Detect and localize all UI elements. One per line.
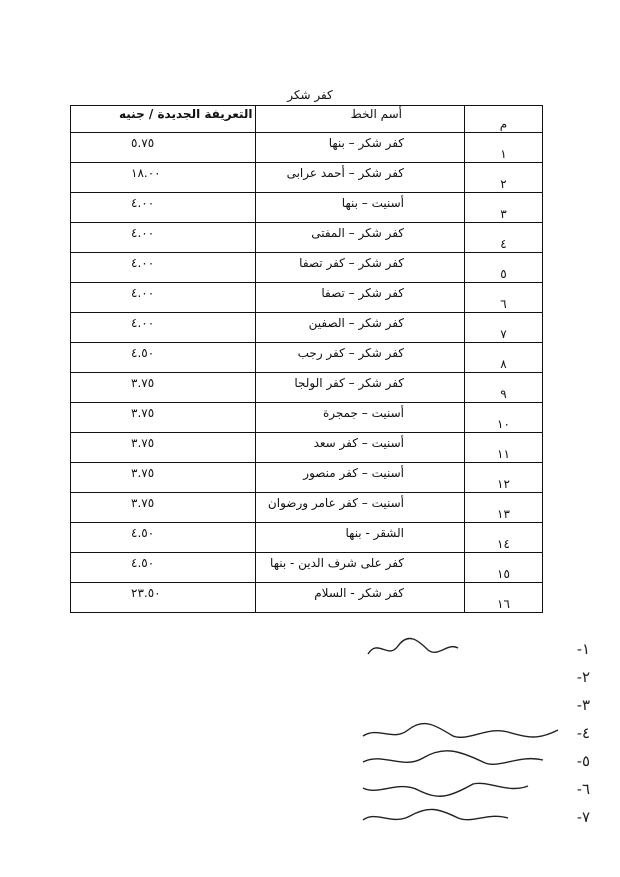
table-row [71,223,543,253]
signature-number: ٢- [576,668,590,686]
line-name: كفر شكر – المفتى [256,223,465,253]
fare-value: ٥.٧٥ [71,133,256,163]
header-line-name: أسم الخط [256,106,465,133]
line-name: أسنيت – بنها [256,193,465,223]
fare-value: ١٨.٠٠ [71,163,256,193]
handwritten-signature [358,776,568,806]
fare-value: ٣.٧٥ [71,403,256,433]
fare-value: ٤.٥٠ [71,553,256,583]
row-number: ٨ [465,343,543,373]
line-name: كفر شكر – تصفا [256,283,465,313]
line-name: كفر شكر – الصفين [256,313,465,343]
signature-number: ٦- [576,780,590,798]
table-row [71,343,543,373]
row-number: ١١ [465,433,543,463]
row-number: ٣ [465,193,543,223]
table-row [71,253,543,283]
line-name: أسنيت – كفر منصور [256,463,465,493]
row-number: ٩ [465,373,543,403]
row-number: ١٥ [465,553,543,583]
table-header-row [71,106,543,133]
line-name: كفر شكر – كفر رجب [256,343,465,373]
line-name: كفر شكر – بنها [256,133,465,163]
row-number: ١٠ [465,403,543,433]
fare-value: ٣.٧٥ [71,463,256,493]
line-name: كفر شكر - السلام [256,583,465,613]
row-number: ٦ [465,283,543,313]
signature-line [290,808,590,836]
fare-value: ٤.٠٠ [71,193,256,223]
row-number: ١٦ [465,583,543,613]
fare-value: ٢٣.٥٠ [71,583,256,613]
table-row [71,583,543,613]
row-number: ٧ [465,313,543,343]
fare-value: ٤.٠٠ [71,283,256,313]
table-row [71,193,543,223]
fare-value: ٤.٥٠ [71,343,256,373]
fare-value: ٤.٠٠ [71,313,256,343]
fare-value: ٤.٠٠ [71,223,256,253]
row-number: ٤ [465,223,543,253]
line-name: كفر شكر – كفر الولجا [256,373,465,403]
table-row [71,493,543,523]
header-new-fare: التعريفة الجديدة / جنيه [71,106,256,133]
line-name: أسنيت – كفر عامر ورضوان [256,493,465,523]
table-row [71,523,543,553]
line-name: أسنيت – كفر سعد [256,433,465,463]
fare-value: ٣.٧٥ [71,433,256,463]
fare-value: ٤.٥٠ [71,523,256,553]
page-title: كفر شكر [287,88,333,102]
signature-line [290,668,590,696]
row-number: ٢ [465,163,543,193]
fare-value: ٣.٧٥ [71,373,256,403]
table-row [71,403,543,433]
signature-number: ٥- [576,752,590,770]
handwritten-signature [358,720,568,750]
table-row [71,373,543,403]
handwritten-signature [358,804,568,834]
handwritten-signature [358,636,568,666]
row-number: ١٣ [465,493,543,523]
line-name: كفر على شرف الدين - بنها [256,553,465,583]
table-row [71,313,543,343]
row-number: ٥ [465,253,543,283]
table-row [71,283,543,313]
line-name: أسنيت – جمجرة [256,403,465,433]
handwritten-signature [358,748,568,778]
fares-table [70,105,543,613]
signature-line [290,640,590,668]
signature-number: ٧- [576,808,590,826]
line-name: كفر شكر – أحمد عرابى [256,163,465,193]
row-number: ١ [465,133,543,163]
table-row [71,553,543,583]
table-row [71,433,543,463]
signature-number: ٣- [576,696,590,714]
signature-number: ٤- [576,724,590,742]
line-name: كفر شكر – كفر تصفا [256,253,465,283]
line-name: الشقر - بنها [256,523,465,553]
table-row [71,463,543,493]
signature-list [290,640,590,836]
row-number: ١٢ [465,463,543,493]
signature-number: ١- [576,640,590,658]
row-number: ١٤ [465,523,543,553]
header-number: م [465,106,543,133]
fare-value: ٣.٧٥ [71,493,256,523]
table-row [71,133,543,163]
table-row [71,163,543,193]
fare-value: ٤.٠٠ [71,253,256,283]
